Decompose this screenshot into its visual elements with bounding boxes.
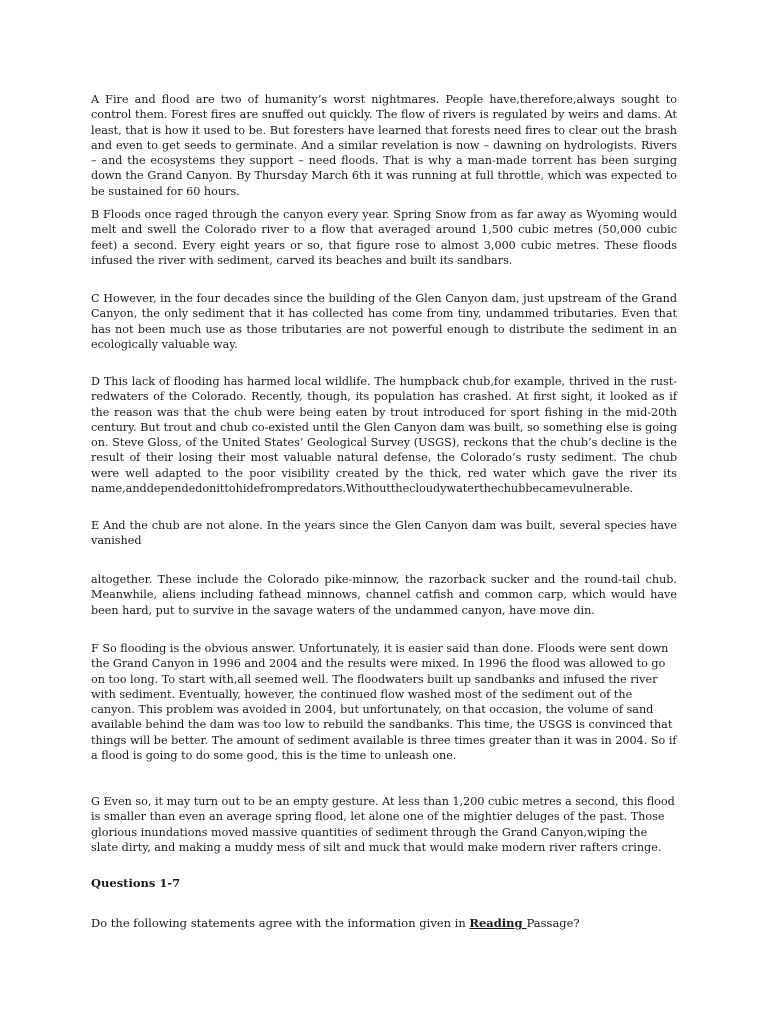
paragraph-g: G Even so, it may turn out to be an empty gesture. At less than 1,200 cubic metres a second, this flood is smaller than even an average spring flood, let alone one of the mightier deluges of the past. Those glorious inundations moved massive quantities of sediment through the Grand Canyon,wiping the slate dirty, and making a muddy mess of silt and muck that would make modern river rafters cringe.: [91, 795, 675, 854]
paragraph-b: B Floods once raged through the canyon every year. Spring Snow from as far away as Wyoming would melt and swell the Colorado river to a flow that averaged around 1,500 cubic metres (50,000 cubic feet) a second. Every eight years or so, that figure rose to almost 3,000 cubic metres. These floods infused the river with sediment, carved its beaches and built its sandbars.: [91, 208, 677, 267]
reading-link[interactable]: Reading: [469, 916, 527, 930]
paragraph-c: C However, in the four decades since the building of the Glen Canyon dam, just upstream of the Grand Canyon, the only sediment that it has collected has come from tiny, undammed tributaries. Even that has not been much use as those tributaries are not powerful enough to distribute the sediment in an ecologically valuable way.: [91, 292, 677, 351]
paragraph-a: A Fire and flood are two of humanity’s worst nightmares. People have,therefore,always sought to control them. Forest fires are snuffed out quickly. The flow of rivers is regulated by weirs and dams. At least, that is how it used to be. But foresters have learned that forests need fires to clear out the brash and even to get seeds to germinate. And a similar revelation is now – dawning on hydrologists. Rivers – and the ecosystems they support – need floods. That is why a man-made torrent has been surging down the Grand Canyon. By Thursday March 6th it was running at full throttle, which was expected to be sustained for 60 hours.: [91, 93, 677, 198]
paragraph-d: D This lack of flooding has harmed local wildlife. The humpback chub,for example, thrived in the rust-redwaters of the Colorado. Recently, though, its population has crashed. At first sight, it looked as if the reason was that the chub were being eaten by trout introduced for sport fishing in the mid-20th century. But trout and chub co-existed until the Glen Canyon dam was built, so something else is going on. Steve Gloss, of the United States’ Geological Survey (USGS), reckons that the chub’s decline is the result of their losing their most valuable natural defense, the Colorado’s rusty sediment. The chub were well adapted to the poor visibility created by the thick, red water which gave the river its name,anddependedonittohidefrompredators.Withoutthecloudywaterthechubbecamevulnerable.: [91, 375, 677, 496]
paragraph-e-continued: altogether. These include the Colorado pike-minnow, the razorback sucker and the round-tail chub. Meanwhile, aliens including fathead minnows, channel catfish and common carp, which would have been hard, put to survive in the savage waters of the undammed canyon, have move din.: [91, 573, 677, 617]
questions-instruction: [91, 916, 580, 930]
paragraph-f: F So flooding is the obvious answer. Unfortunately, it is easier said than done. Floods were sent down the Grand Canyon in 1996 and 2004 and the results were mixed. In 1996 the flood was allowed to go on too long. To start with,all seemed well. The floodwaters built up sandbanks and infused the river with sediment. Eventually, however, the continued flow washed most of the sediment out of the canyon. This problem was avoided in 2004, but unfortunately, on that occasion, the volume of sand available behind the dam was too low to rebuild the sandbanks. This time, the USGS is convinced that things will be better. The amount of sediment available is three times greater than it was in 2004. So if a flood is going to do some good, this is the time to unleash one.: [91, 642, 677, 763]
instruction-text-before: Do the following statements agree with the information given in: [91, 916, 470, 930]
questions-heading: Questions 1-7: [91, 876, 181, 890]
instruction-text-after: Passage?: [526, 916, 580, 930]
paragraph-e-start: E And the chub are not alone. In the years since the Glen Canyon dam was built, several species have vanished: [91, 519, 677, 548]
